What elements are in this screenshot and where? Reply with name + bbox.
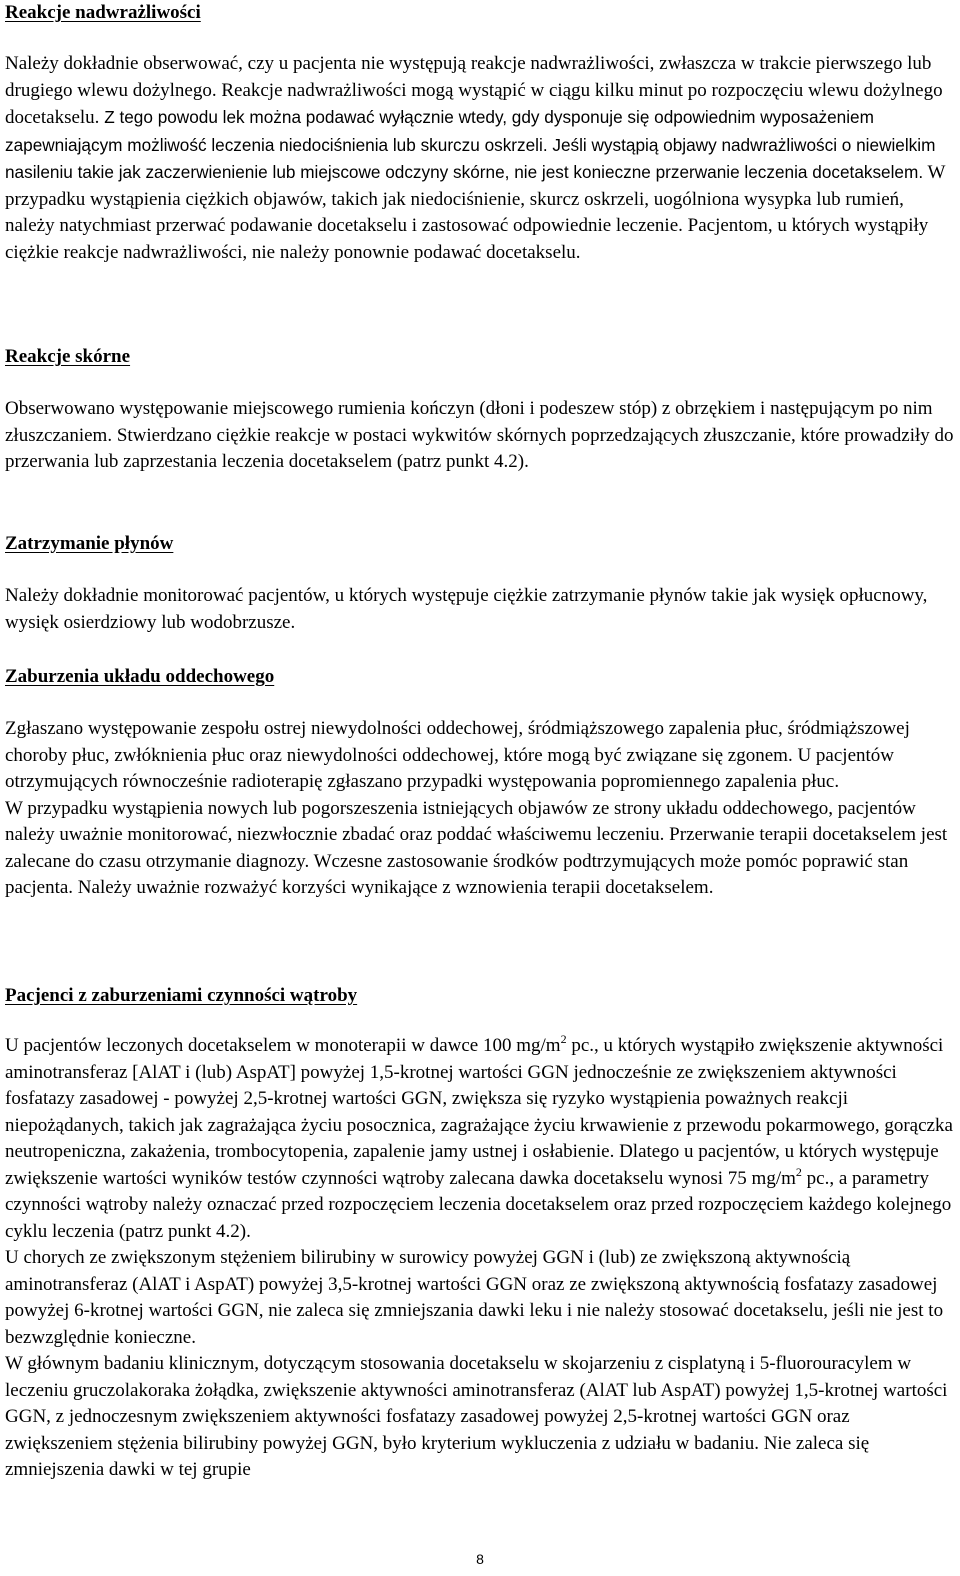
superscript: 2 xyxy=(560,1032,567,1046)
section-heading-fluid-retention: Zatrzymanie płynów xyxy=(5,533,174,554)
paragraph-skin-reactions: Obserwowano występowanie miejscowego rumienia kończyn (dłoni i podeszew stóp) z obrzękiem i następującym po nim złuszczaniem. Stwierdzano ciężkie reakcje w postaci wykwitów skórnych poprzedzających złuszczanie, które prowadziły do przerwania lub zaprzestania leczenia docetakselem (patrz punkt 4.2). xyxy=(5,398,954,472)
section-heading-hepatic: Pacjenci z zaburzeniami czynności wątroby xyxy=(5,985,358,1006)
text-run: pc., u których wystąpiło zwiększenie aktywności aminotransferaz [AlAT i (lub) AspAT] powyżej 1,5-krotnej wartości GGN jednocześnie ze zwiększeniem aktywności fosfatazy zasadowej - powyżej 2,5-krotnej wartości GGN, zwiększa się ryzyko wystąpienia poważnych reakcji niepożądanych, takich jak zagrażająca życiu posocznica, zagrażające życiu krwawienie z przewodu pokarmowego, gorączka neutropeniczna, zakażenia, trombocytopenia, zapalenie jamy ustnej i osłabienie. Dlatego u pacjentów, u których występuje zwiększenie wartości wyników testów czynności wątroby zalecana dawka docetakselu wynosi 75 mg/m xyxy=(5,1035,953,1189)
text-run: W przypadku wystąpienia ciężkich objawów, takich jak niedociśnienie, skurcz oskrzeli, uogólniona wysypka lub rumień, należy natychmiast przerwać podawanie docetakselu i zastosować odpowiednie leczenie. Pacjentom, u których wystąpiły ciężkie reakcje nadwrażliwości, nie należy ponownie podawać docetakselu. xyxy=(5,162,946,263)
paragraph-hepatic-3: W głównym badaniu klinicznym, dotyczącym stosowania docetakselu w skojarzeniu z cisplatyną i 5-fluorouracylem w leczeniu gruczolakoraka żołądka, zwiększenie aktywności aminotransferaz (AlAT lub AspAT) powyżej 1,5-krotnej wartości GGN, z jednoczesnym zwiększeniem aktywności fosfatazy zasadowej powyżej 2,5-krotnej wartości GGN oraz zwiększeniem stężenia bilirubiny powyżej GGN, było kryterium wykluczenia z udziału w badaniu. Nie zaleca się zmniejszenia dawki w tej grupie xyxy=(5,1353,948,1480)
superscript: 2 xyxy=(795,1164,802,1179)
paragraph-respiratory xyxy=(5,716,955,902)
paragraph-hypersensitivity xyxy=(5,51,955,266)
text-run: pc., a parametry czynności wątroby należy oznaczać przed rozpoczęciem leczenia docetakselem oraz przed rozpoczęciem każdego kolejnego cyklu leczenia (patrz punkt 4.2). xyxy=(5,1167,952,1242)
paragraph-hepatic xyxy=(5,1033,955,1484)
text-run-sans: Jeśli wystąpią objawy nadwrażliwości o niewielkim nasileniu takie jak zaczerwienienie lub miejscowe odczyny skórne, nie jest konieczne przerwanie leczenia docetakselem. xyxy=(5,134,936,182)
section-heading-respiratory: Zaburzenia układu oddechowego xyxy=(5,666,275,687)
page-number: 8 xyxy=(476,1551,484,1567)
text-run: U pacjentów leczonych docetakselem w monoterapii w dawce 100 mg/m xyxy=(5,1035,561,1056)
paragraph-respiratory-2: W przypadku wystąpienia nowych lub pogorszeszenia istniejących objawów ze strony układu oddechowego, pacjentów należy uważnie monitorować, niezwłocznie zbadać oraz poddać właściwemu leczeniu. Przerwanie terapii docetakselem jest zalecane do czasu otrzymanie diagnozy. Wczesne zastosowanie środków podtrzymujących może pomóc poprawić stan pacjenta. Należy uważnie rozważyć korzyści wynikające z wznowienia terapii docetakselem. xyxy=(5,797,948,898)
section-heading-skin-reactions: Reakcje skórne xyxy=(5,346,131,367)
paragraph-fluid-retention: Należy dokładnie monitorować pacjentów, u których występuje ciężkie zatrzymanie płynów takie jak wysięk opłucnowy, wysięk osierdziowy lub wodobrzusze. xyxy=(5,585,928,633)
text-run-sans: Z tego powodu lek można podawać wyłącznie wtedy, gdy dysponuje się odpowiednim wyposażeniem zapewniającym możliwość leczenia niedociśnienia lub skurczu oskrzeli. xyxy=(5,107,874,155)
section-heading-hypersensitivity: Reakcje nadwrażliwości xyxy=(5,2,201,23)
paragraph-respiratory-1: Zgłaszano występowanie zespołu ostrej niewydolności oddechowej, śródmiąższowego zapalenia płuc, śródmiąższowej choroby płuc, zwłóknienia płuc oraz niewydolności oddechowej, które mogą być związane się zgonem. U pacjentów otrzymujących równocześnie radioterapię zgłaszano przypadki występowania popromiennego zapalenia płuc. xyxy=(5,718,910,792)
paragraph-hepatic-2: U chorych ze zwiększonym stężeniem bilirubiny w surowicy powyżej GGN i (lub) ze zwiększoną aktywnością aminotransferaz (AlAT i AspAT) powyżej 3,5-krotnej wartości GGN oraz ze zwiększoną aktywnością fosfatazy zasadowej powyżej 6-krotnej wartości GGN, nie zaleca się zmniejszania dawki leku i nie należy stosować docetakselu, jeśli nie jest to bezwzględnie konieczne. xyxy=(5,1247,944,1348)
text-run: Należy dokładnie obserwować, czy u pacjenta nie występują reakcje nadwrażliwości, zwłaszcza w trakcie pierwszego lub drugiego wlewu dożylnego. Reakcje nadwrażliwości mogą wystąpić w ciągu kilku minut po rozpoczęciu wlewu dożylnego docetakselu. xyxy=(5,53,943,128)
paragraph-hepatic-1 xyxy=(5,1033,955,1245)
